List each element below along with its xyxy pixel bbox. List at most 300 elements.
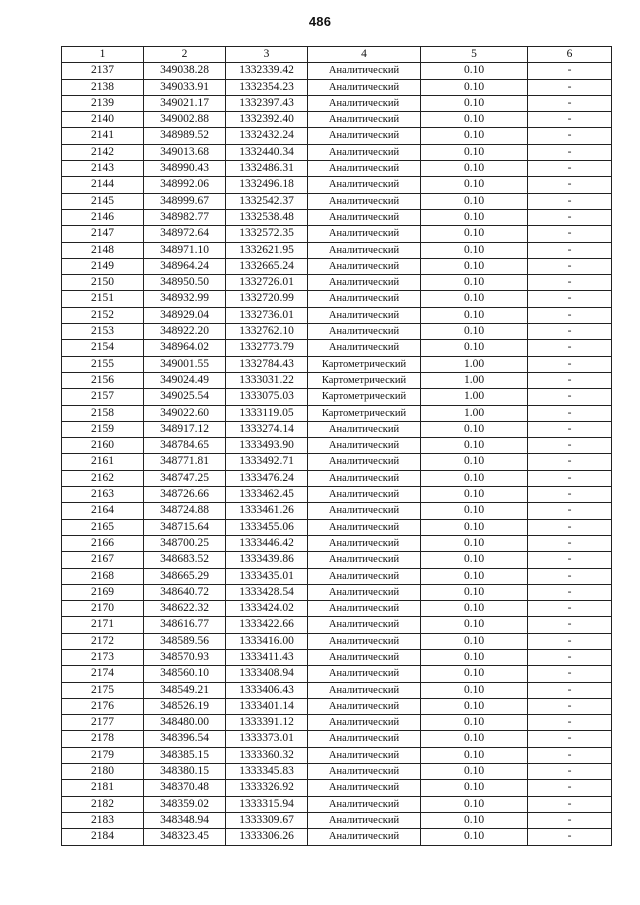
- table-row: [62, 258, 612, 274]
- x-coordinate-cell: 348950.50: [144, 275, 226, 291]
- y-coordinate-cell: 1332736.01: [226, 307, 308, 323]
- x-coordinate-cell: 348589.56: [144, 633, 226, 649]
- accuracy-cell: 0.10: [421, 128, 528, 144]
- x-coordinate-cell: 348971.10: [144, 242, 226, 258]
- table-row: [62, 666, 612, 682]
- y-coordinate-cell: 1332726.01: [226, 275, 308, 291]
- x-coordinate-cell: 348932.99: [144, 291, 226, 307]
- table-row: [62, 682, 612, 698]
- y-coordinate-cell: 1333493.90: [226, 438, 308, 454]
- y-coordinate-cell: 1332665.24: [226, 258, 308, 274]
- x-coordinate-cell: 348549.21: [144, 682, 226, 698]
- x-coordinate-cell: 349025.54: [144, 389, 226, 405]
- y-coordinate-cell: 1333309.67: [226, 812, 308, 828]
- table-row: [62, 226, 612, 242]
- table-row: [62, 829, 612, 845]
- method-cell: Аналитический: [308, 144, 421, 160]
- note-cell: -: [528, 796, 612, 812]
- point-number-cell: 2155: [62, 356, 144, 372]
- x-coordinate-cell: 348570.93: [144, 649, 226, 665]
- accuracy-cell: 0.10: [421, 796, 528, 812]
- table-row: [62, 503, 612, 519]
- method-cell: Аналитический: [308, 666, 421, 682]
- accuracy-cell: 0.10: [421, 242, 528, 258]
- x-coordinate-cell: 348726.66: [144, 487, 226, 503]
- table-row: [62, 698, 612, 714]
- point-number-cell: 2166: [62, 535, 144, 551]
- table-row: [62, 601, 612, 617]
- x-coordinate-cell: 349022.60: [144, 405, 226, 421]
- note-cell: -: [528, 275, 612, 291]
- x-coordinate-cell: 349002.88: [144, 112, 226, 128]
- page-number: 486: [308, 14, 332, 29]
- y-coordinate-cell: 1333315.94: [226, 796, 308, 812]
- point-number-cell: 2153: [62, 324, 144, 340]
- x-coordinate-cell: 348990.43: [144, 161, 226, 177]
- method-cell: Аналитический: [308, 112, 421, 128]
- method-cell: Аналитический: [308, 209, 421, 225]
- method-cell: Картометрический: [308, 389, 421, 405]
- point-number-cell: 2148: [62, 242, 144, 258]
- table-row: [62, 275, 612, 291]
- y-coordinate-cell: 1333306.26: [226, 829, 308, 845]
- table-header: [62, 47, 612, 63]
- table-row: [62, 340, 612, 356]
- table-row: [62, 95, 612, 111]
- point-number-cell: 2154: [62, 340, 144, 356]
- method-cell: Аналитический: [308, 649, 421, 665]
- point-number-cell: 2169: [62, 584, 144, 600]
- method-cell: Аналитический: [308, 584, 421, 600]
- method-cell: Аналитический: [308, 79, 421, 95]
- table-row: [62, 128, 612, 144]
- table-row: [62, 193, 612, 209]
- x-coordinate-cell: 348622.32: [144, 601, 226, 617]
- method-cell: Аналитический: [308, 340, 421, 356]
- x-coordinate-cell: 348929.04: [144, 307, 226, 323]
- point-number-cell: 2174: [62, 666, 144, 682]
- point-number-cell: 2137: [62, 63, 144, 79]
- point-number-cell: 2156: [62, 372, 144, 388]
- y-coordinate-cell: 1332621.95: [226, 242, 308, 258]
- note-cell: -: [528, 682, 612, 698]
- method-cell: Аналитический: [308, 470, 421, 486]
- y-coordinate-cell: 1332784.43: [226, 356, 308, 372]
- method-cell: Аналитический: [308, 275, 421, 291]
- table-row: [62, 487, 612, 503]
- method-cell: Аналитический: [308, 161, 421, 177]
- method-cell: Аналитический: [308, 454, 421, 470]
- y-coordinate-cell: 1332572.35: [226, 226, 308, 242]
- x-coordinate-cell: 349001.55: [144, 356, 226, 372]
- point-number-cell: 2162: [62, 470, 144, 486]
- column-header-1: 1: [62, 47, 144, 63]
- note-cell: -: [528, 649, 612, 665]
- accuracy-cell: 0.10: [421, 666, 528, 682]
- y-coordinate-cell: 1332440.34: [226, 144, 308, 160]
- point-number-cell: 2164: [62, 503, 144, 519]
- accuracy-cell: 0.10: [421, 421, 528, 437]
- note-cell: -: [528, 144, 612, 160]
- method-cell: Картометрический: [308, 405, 421, 421]
- method-cell: Аналитический: [308, 715, 421, 731]
- coordinates-table: [61, 46, 612, 846]
- accuracy-cell: 0.10: [421, 747, 528, 763]
- point-number-cell: 2158: [62, 405, 144, 421]
- y-coordinate-cell: 1333411.43: [226, 649, 308, 665]
- y-coordinate-cell: 1333391.12: [226, 715, 308, 731]
- note-cell: -: [528, 291, 612, 307]
- accuracy-cell: 0.10: [421, 307, 528, 323]
- method-cell: Аналитический: [308, 552, 421, 568]
- accuracy-cell: 0.10: [421, 829, 528, 845]
- accuracy-cell: 0.10: [421, 519, 528, 535]
- method-cell: Аналитический: [308, 698, 421, 714]
- point-number-cell: 2140: [62, 112, 144, 128]
- point-number-cell: 2146: [62, 209, 144, 225]
- accuracy-cell: 0.10: [421, 470, 528, 486]
- note-cell: -: [528, 780, 612, 796]
- y-coordinate-cell: 1332354.23: [226, 79, 308, 95]
- point-number-cell: 2160: [62, 438, 144, 454]
- y-coordinate-cell: 1332762.10: [226, 324, 308, 340]
- accuracy-cell: 0.10: [421, 291, 528, 307]
- accuracy-cell: 0.10: [421, 258, 528, 274]
- method-cell: Аналитический: [308, 829, 421, 845]
- y-coordinate-cell: 1333401.14: [226, 698, 308, 714]
- method-cell: Аналитический: [308, 193, 421, 209]
- note-cell: -: [528, 372, 612, 388]
- point-number-cell: 2184: [62, 829, 144, 845]
- accuracy-cell: 0.10: [421, 649, 528, 665]
- y-coordinate-cell: 1332339.42: [226, 63, 308, 79]
- table-row: [62, 421, 612, 437]
- x-coordinate-cell: 348784.65: [144, 438, 226, 454]
- table-row: [62, 633, 612, 649]
- table-row: [62, 731, 612, 747]
- note-cell: -: [528, 405, 612, 421]
- note-cell: -: [528, 601, 612, 617]
- note-cell: -: [528, 666, 612, 682]
- column-header-6: 6: [528, 47, 612, 63]
- x-coordinate-cell: 349021.17: [144, 95, 226, 111]
- accuracy-cell: 0.10: [421, 503, 528, 519]
- note-cell: -: [528, 177, 612, 193]
- accuracy-cell: 0.10: [421, 698, 528, 714]
- accuracy-cell: 0.10: [421, 438, 528, 454]
- y-coordinate-cell: 1333428.54: [226, 584, 308, 600]
- method-cell: Аналитический: [308, 487, 421, 503]
- x-coordinate-cell: 348747.25: [144, 470, 226, 486]
- table-row: [62, 568, 612, 584]
- y-coordinate-cell: 1332432.24: [226, 128, 308, 144]
- accuracy-cell: 0.10: [421, 63, 528, 79]
- accuracy-cell: 0.10: [421, 715, 528, 731]
- x-coordinate-cell: 348380.15: [144, 764, 226, 780]
- accuracy-cell: 0.10: [421, 535, 528, 551]
- point-number-cell: 2183: [62, 812, 144, 828]
- method-cell: Аналитический: [308, 682, 421, 698]
- accuracy-cell: 0.10: [421, 552, 528, 568]
- method-cell: Аналитический: [308, 421, 421, 437]
- method-cell: Аналитический: [308, 731, 421, 747]
- column-header-5: 5: [421, 47, 528, 63]
- y-coordinate-cell: 1333373.01: [226, 731, 308, 747]
- note-cell: -: [528, 747, 612, 763]
- accuracy-cell: 0.10: [421, 780, 528, 796]
- note-cell: -: [528, 552, 612, 568]
- accuracy-cell: 0.10: [421, 617, 528, 633]
- method-cell: Аналитический: [308, 503, 421, 519]
- point-number-cell: 2179: [62, 747, 144, 763]
- note-cell: -: [528, 715, 612, 731]
- x-coordinate-cell: 348724.88: [144, 503, 226, 519]
- accuracy-cell: 0.10: [421, 568, 528, 584]
- note-cell: -: [528, 209, 612, 225]
- accuracy-cell: 0.10: [421, 764, 528, 780]
- y-coordinate-cell: 1333462.45: [226, 487, 308, 503]
- method-cell: Аналитический: [308, 128, 421, 144]
- table-row: [62, 324, 612, 340]
- accuracy-cell: 0.10: [421, 324, 528, 340]
- x-coordinate-cell: 349024.49: [144, 372, 226, 388]
- table-row: [62, 307, 612, 323]
- table-row: [62, 209, 612, 225]
- note-cell: -: [528, 324, 612, 340]
- y-coordinate-cell: 1332392.40: [226, 112, 308, 128]
- x-coordinate-cell: 348359.02: [144, 796, 226, 812]
- y-coordinate-cell: 1332486.31: [226, 161, 308, 177]
- y-coordinate-cell: 1333446.42: [226, 535, 308, 551]
- table-row: [62, 812, 612, 828]
- column-header-3: 3: [226, 47, 308, 63]
- method-cell: Аналитический: [308, 535, 421, 551]
- point-number-cell: 2159: [62, 421, 144, 437]
- point-number-cell: 2176: [62, 698, 144, 714]
- point-number-cell: 2150: [62, 275, 144, 291]
- accuracy-cell: 1.00: [421, 389, 528, 405]
- x-coordinate-cell: 348972.64: [144, 226, 226, 242]
- point-number-cell: 2181: [62, 780, 144, 796]
- table-row: [62, 552, 612, 568]
- method-cell: Аналитический: [308, 226, 421, 242]
- y-coordinate-cell: 1333326.92: [226, 780, 308, 796]
- point-number-cell: 2152: [62, 307, 144, 323]
- note-cell: -: [528, 389, 612, 405]
- method-cell: Аналитический: [308, 747, 421, 763]
- note-cell: -: [528, 454, 612, 470]
- x-coordinate-cell: 348560.10: [144, 666, 226, 682]
- point-number-cell: 2149: [62, 258, 144, 274]
- table-row: [62, 177, 612, 193]
- accuracy-cell: 0.10: [421, 487, 528, 503]
- note-cell: -: [528, 356, 612, 372]
- accuracy-cell: 0.10: [421, 79, 528, 95]
- x-coordinate-cell: 348922.20: [144, 324, 226, 340]
- point-number-cell: 2141: [62, 128, 144, 144]
- method-cell: Аналитический: [308, 780, 421, 796]
- note-cell: -: [528, 79, 612, 95]
- method-cell: Аналитический: [308, 617, 421, 633]
- note-cell: -: [528, 421, 612, 437]
- table-row: [62, 796, 612, 812]
- point-number-cell: 2139: [62, 95, 144, 111]
- table-row: [62, 780, 612, 796]
- table-body: [62, 63, 612, 845]
- point-number-cell: 2138: [62, 79, 144, 95]
- method-cell: Аналитический: [308, 633, 421, 649]
- note-cell: -: [528, 95, 612, 111]
- accuracy-cell: 0.10: [421, 454, 528, 470]
- accuracy-cell: 0.10: [421, 161, 528, 177]
- x-coordinate-cell: 348964.02: [144, 340, 226, 356]
- method-cell: Аналитический: [308, 324, 421, 340]
- note-cell: -: [528, 128, 612, 144]
- accuracy-cell: 0.10: [421, 226, 528, 242]
- x-coordinate-cell: 348992.06: [144, 177, 226, 193]
- point-number-cell: 2161: [62, 454, 144, 470]
- x-coordinate-cell: 348616.77: [144, 617, 226, 633]
- y-coordinate-cell: 1333422.66: [226, 617, 308, 633]
- table-row: [62, 649, 612, 665]
- method-cell: Аналитический: [308, 796, 421, 812]
- table-row: [62, 764, 612, 780]
- point-number-cell: 2157: [62, 389, 144, 405]
- point-number-cell: 2163: [62, 487, 144, 503]
- x-coordinate-cell: 348917.12: [144, 421, 226, 437]
- y-coordinate-cell: 1333075.03: [226, 389, 308, 405]
- y-coordinate-cell: 1332397.43: [226, 95, 308, 111]
- y-coordinate-cell: 1333408.94: [226, 666, 308, 682]
- point-number-cell: 2177: [62, 715, 144, 731]
- note-cell: -: [528, 112, 612, 128]
- y-coordinate-cell: 1332542.37: [226, 193, 308, 209]
- accuracy-cell: 0.10: [421, 275, 528, 291]
- point-number-cell: 2151: [62, 291, 144, 307]
- table-row: [62, 112, 612, 128]
- column-header-2: 2: [144, 47, 226, 63]
- y-coordinate-cell: 1332773.79: [226, 340, 308, 356]
- table-row: [62, 470, 612, 486]
- x-coordinate-cell: 348964.24: [144, 258, 226, 274]
- table-row: [62, 747, 612, 763]
- y-coordinate-cell: 1333360.32: [226, 747, 308, 763]
- accuracy-cell: 0.10: [421, 633, 528, 649]
- x-coordinate-cell: 348348.94: [144, 812, 226, 828]
- point-number-cell: 2145: [62, 193, 144, 209]
- accuracy-cell: 1.00: [421, 372, 528, 388]
- point-number-cell: 2172: [62, 633, 144, 649]
- y-coordinate-cell: 1333476.24: [226, 470, 308, 486]
- note-cell: -: [528, 764, 612, 780]
- accuracy-cell: 0.10: [421, 177, 528, 193]
- table-row: [62, 161, 612, 177]
- table-row: [62, 291, 612, 307]
- x-coordinate-cell: 348715.64: [144, 519, 226, 535]
- accuracy-cell: 0.10: [421, 812, 528, 828]
- x-coordinate-cell: 348480.00: [144, 715, 226, 731]
- note-cell: -: [528, 519, 612, 535]
- y-coordinate-cell: 1333031.22: [226, 372, 308, 388]
- table-row: [62, 389, 612, 405]
- x-coordinate-cell: 348665.29: [144, 568, 226, 584]
- method-cell: Картометрический: [308, 372, 421, 388]
- note-cell: -: [528, 633, 612, 649]
- table-row: [62, 617, 612, 633]
- method-cell: Аналитический: [308, 291, 421, 307]
- note-cell: -: [528, 307, 612, 323]
- note-cell: -: [528, 503, 612, 519]
- table-row: [62, 405, 612, 421]
- table-row: [62, 519, 612, 535]
- y-coordinate-cell: 1333416.00: [226, 633, 308, 649]
- table-row: [62, 715, 612, 731]
- table-row: [62, 144, 612, 160]
- x-coordinate-cell: 349038.28: [144, 63, 226, 79]
- x-coordinate-cell: 348396.54: [144, 731, 226, 747]
- note-cell: -: [528, 258, 612, 274]
- method-cell: Аналитический: [308, 242, 421, 258]
- table-row: [62, 356, 612, 372]
- method-cell: Аналитический: [308, 568, 421, 584]
- method-cell: Картометрический: [308, 356, 421, 372]
- method-cell: Аналитический: [308, 764, 421, 780]
- method-cell: Аналитический: [308, 812, 421, 828]
- note-cell: -: [528, 731, 612, 747]
- note-cell: -: [528, 226, 612, 242]
- accuracy-cell: 0.10: [421, 209, 528, 225]
- table-row: [62, 438, 612, 454]
- x-coordinate-cell: 348323.45: [144, 829, 226, 845]
- note-cell: -: [528, 63, 612, 79]
- y-coordinate-cell: 1332538.48: [226, 209, 308, 225]
- method-cell: Аналитический: [308, 438, 421, 454]
- note-cell: -: [528, 161, 612, 177]
- y-coordinate-cell: 1333492.71: [226, 454, 308, 470]
- y-coordinate-cell: 1333461.26: [226, 503, 308, 519]
- x-coordinate-cell: 349013.68: [144, 144, 226, 160]
- accuracy-cell: 0.10: [421, 731, 528, 747]
- y-coordinate-cell: 1332496.18: [226, 177, 308, 193]
- x-coordinate-cell: 348385.15: [144, 747, 226, 763]
- point-number-cell: 2144: [62, 177, 144, 193]
- table-row: [62, 79, 612, 95]
- point-number-cell: 2178: [62, 731, 144, 747]
- x-coordinate-cell: 348771.81: [144, 454, 226, 470]
- point-number-cell: 2165: [62, 519, 144, 535]
- y-coordinate-cell: 1333435.01: [226, 568, 308, 584]
- accuracy-cell: 1.00: [421, 356, 528, 372]
- point-number-cell: 2170: [62, 601, 144, 617]
- y-coordinate-cell: 1332720.99: [226, 291, 308, 307]
- note-cell: -: [528, 242, 612, 258]
- note-cell: -: [528, 438, 612, 454]
- accuracy-cell: 0.10: [421, 601, 528, 617]
- point-number-cell: 2147: [62, 226, 144, 242]
- y-coordinate-cell: 1333345.83: [226, 764, 308, 780]
- note-cell: -: [528, 535, 612, 551]
- method-cell: Аналитический: [308, 307, 421, 323]
- accuracy-cell: 0.10: [421, 112, 528, 128]
- accuracy-cell: 0.10: [421, 144, 528, 160]
- note-cell: -: [528, 487, 612, 503]
- accuracy-cell: 0.10: [421, 682, 528, 698]
- y-coordinate-cell: 1333439.86: [226, 552, 308, 568]
- note-cell: -: [528, 340, 612, 356]
- method-cell: Аналитический: [308, 519, 421, 535]
- point-number-cell: 2173: [62, 649, 144, 665]
- accuracy-cell: 0.10: [421, 95, 528, 111]
